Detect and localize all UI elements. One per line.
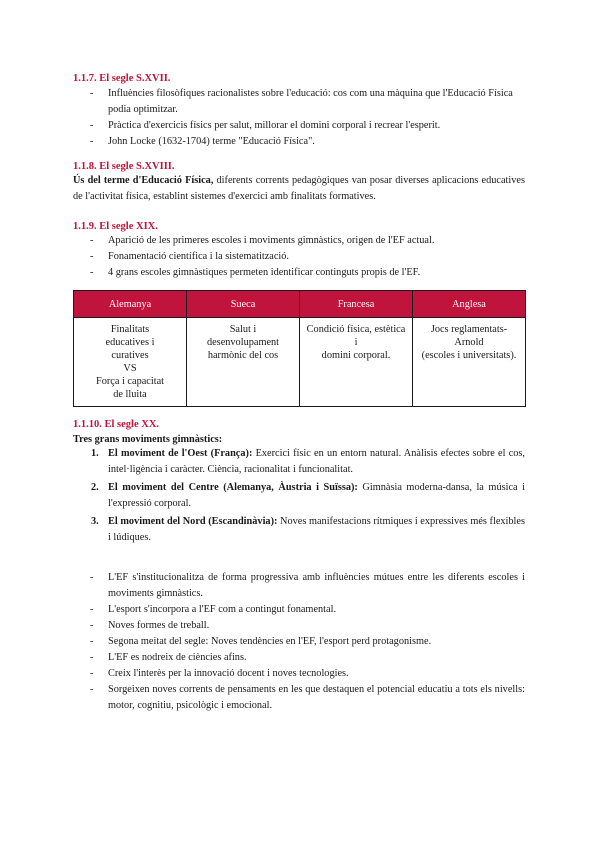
cell-line: harmònic del cos xyxy=(207,350,279,361)
section-19-list xyxy=(73,233,525,281)
table-cell xyxy=(300,318,413,407)
section-heading-19: 1.1.9. El segle XIX. xyxy=(73,221,158,232)
section-heading-17: 1.1.7. El segle S.XVII. xyxy=(73,73,171,84)
cell-line: educatives i xyxy=(105,337,155,348)
table-row xyxy=(74,318,526,407)
list-item xyxy=(73,480,525,512)
list-number: 1. xyxy=(91,448,99,459)
cell-line: domini corporal. xyxy=(321,350,391,361)
cell-line: Finalitats xyxy=(110,324,150,335)
list-item: - L'EF es nodreix de ciències afins. xyxy=(73,650,525,666)
movement-title: El moviment del Centre (Alemanya, Àustria i Suïssa): xyxy=(108,482,358,493)
section-110-list xyxy=(73,570,525,714)
list-item: - Segona meitat del segle: Noves tendències en l'EF, l'esport perd protagonisme. xyxy=(73,634,525,650)
cell-line: (escoles i universitats). xyxy=(421,350,517,361)
cell-line: Condició física, estètica i xyxy=(306,324,406,348)
list-number: 3. xyxy=(91,516,99,527)
table-header-row xyxy=(74,291,526,318)
section-110-subtitle: Tres grans moviments gimnàstics: xyxy=(73,434,223,445)
section-heading-18: 1.1.8. El segle S.XVIII. xyxy=(73,161,175,172)
list-item: - Sorgeixen noves corrents de pensaments en les que destaquen el potencial educatiu a tots els nivells: motor, cognitiu, psicològic i emocional. xyxy=(73,682,525,714)
list-item: - 4 grans escoles gimnàstiques permeten identificar continguts propis de l'EF. xyxy=(73,265,525,281)
cell-line: de lluita xyxy=(113,389,147,400)
list-item: - John Locke (1632-1704) terme "Educació Física". xyxy=(73,134,525,150)
cell-line: VS xyxy=(123,363,137,374)
movement-text: Noves manifestacions rítmiques i expressives més flexibles i lúdiques. xyxy=(108,516,525,543)
movement-text: Exercici físic en un entorn natural. Anàlisis efectes sobre el cos, intel·ligència i caràcter. Ciència, racionalitat i funcionalitat. xyxy=(108,448,526,475)
cell-line: desenvolupament xyxy=(206,337,280,348)
section-17-list xyxy=(73,86,525,150)
movement-title: El moviment del Nord (Escandinàvia): xyxy=(108,516,278,527)
cell-line: Jocs reglamentats-Arnold xyxy=(430,324,508,348)
list-item: - Creix l'interès per la innovació docent i noves tecnologies. xyxy=(73,666,525,682)
table-cell xyxy=(74,318,187,407)
list-item: - L'esport s'incorpora a l'EF com a contingut fonamental. xyxy=(73,602,525,618)
list-item: - L'EF s'institucionalitza de forma progressiva amb influències mútues entre les diferents escoles i moviments gimnàstics. xyxy=(73,570,525,602)
paragraph-bold-lead: Ús del terme d'Educació Física, xyxy=(73,175,214,186)
movement-title: El moviment de l'Oest (França): xyxy=(108,448,253,459)
list-item xyxy=(73,514,525,546)
table-cell xyxy=(187,318,300,407)
paragraph-text: diferents corrents pedagògiques van posar diverses aplicacions educatives de l'activitat física, establint sistemes d'exercici amb finalitats formatives. xyxy=(73,175,525,202)
list-item: - Fonamentació científica i la sistematització. xyxy=(73,249,525,265)
movements-numbered-list xyxy=(73,446,525,548)
cell-line: curatives xyxy=(111,350,149,361)
table-header-cell: Alemanya xyxy=(74,291,187,318)
list-number: 2. xyxy=(91,482,99,493)
list-item: - Pràctica d'exercicis físics per salut, millorar el domini corporal i recrear l'esperit. xyxy=(73,118,525,134)
list-item: - Noves formes de treball. xyxy=(73,618,525,634)
table-cell xyxy=(413,318,526,407)
section-heading-110: 1.1.10. El segle XX. xyxy=(73,419,160,430)
list-item: - Aparició de les primeres escoles i moviments gimnàstics, origen de l'EF actual. xyxy=(73,233,525,249)
table-header-cell: Suecа xyxy=(187,291,300,318)
section-18-paragraph xyxy=(73,173,525,205)
cell-line: Salut i xyxy=(229,324,257,335)
list-item xyxy=(73,446,525,478)
table-header-cell: Francesa xyxy=(300,291,413,318)
movement-text: Gimnàsia moderna-dansa, la música i l'expressió corporal. xyxy=(108,482,526,509)
cell-line: Força i capacitat xyxy=(95,376,165,387)
table-header-cell: Anglesa xyxy=(413,291,526,318)
gymnastics-schools-table xyxy=(73,290,526,407)
list-item: - Influències filosòfiques racionalistes sobre l'educació: cos com una màquina que l'Educació Física podia optimitzar. xyxy=(73,86,525,118)
